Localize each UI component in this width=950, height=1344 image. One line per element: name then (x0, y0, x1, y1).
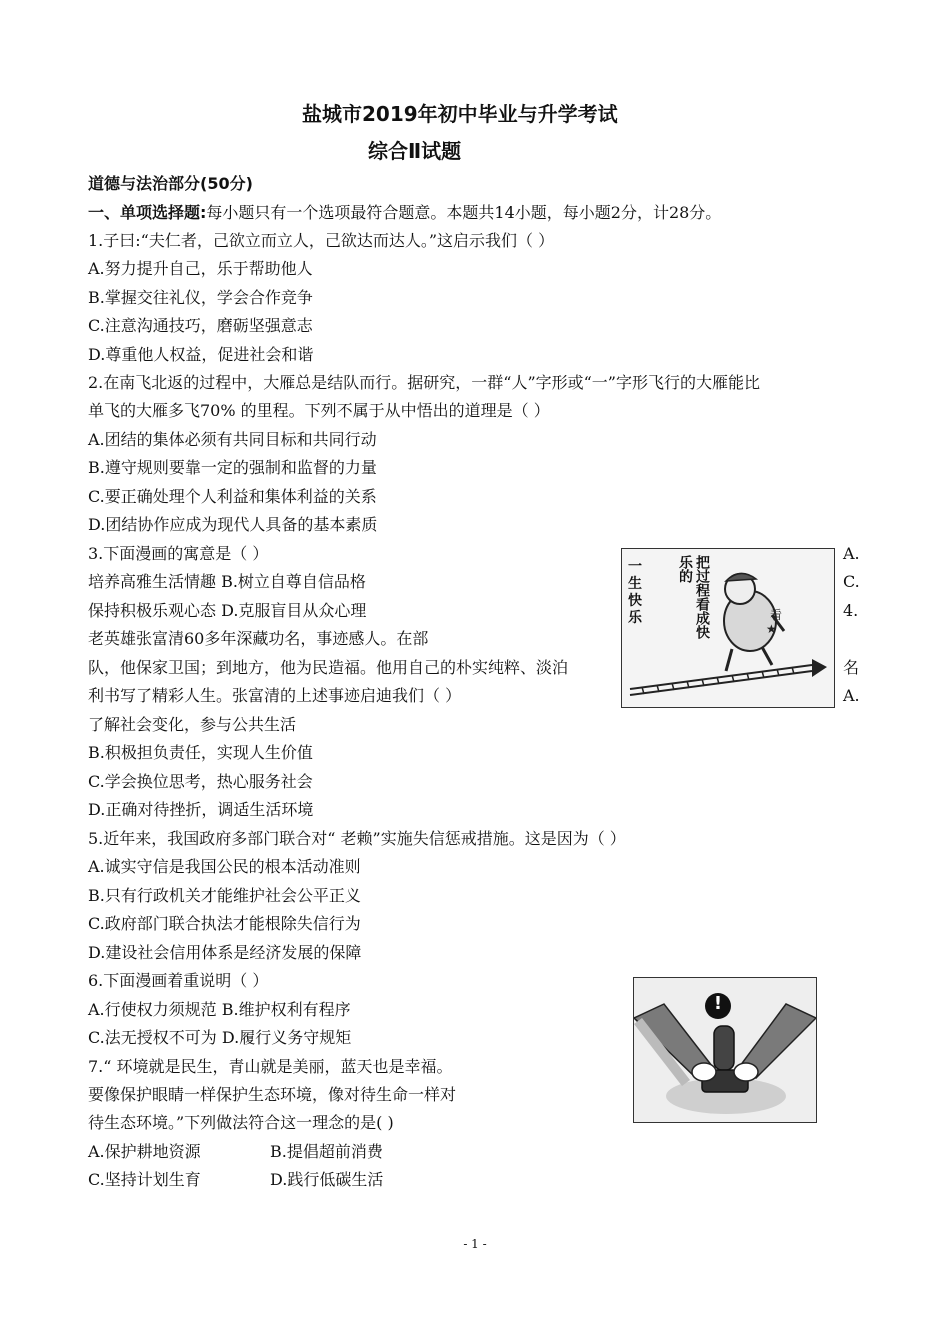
question-4-stem-char: 名 (843, 658, 860, 677)
question-2-option-b: B.遵守规则要靠一定的强制和监督的力量 (88, 458, 377, 477)
exam-subtitle: 综合Ⅱ试题 (368, 139, 462, 163)
question-7-option-d: D.践行低碳生活 (270, 1170, 384, 1189)
instruction-head: 一、单项选择题: (88, 203, 207, 222)
svg-text:★: ★ (766, 622, 777, 636)
question-4-stem-line1: 老英雄张富清60多年深藏功名，事迹感人。在部 (88, 629, 429, 648)
question-1-option-b: B.掌握交往礼仪，学会合作竞争 (88, 288, 313, 307)
cartoon-caption-right: 把过程看成快乐的 (677, 555, 710, 639)
question-2-stem-line2: 单飞的大雁多飞70% 的里程。下列不属于从中悟出的道理是（ ） (88, 401, 550, 420)
question-4-number: 4. (843, 601, 859, 620)
question-5-stem: 5.近年来，我国政府多部门联合对“ 老赖”实施失信惩戒措施。这是因为（ ） (88, 829, 626, 848)
question-7-stem-line2: 要像保护眼睛一样保护生态环境，像对待生命一样对 (88, 1085, 457, 1104)
question-7-option-c: C.坚持计划生育 (88, 1170, 201, 1189)
cartoon-small-text: 看 (770, 608, 783, 622)
question-3-options-line1: 培养高雅生活情趣 B.树立自尊自信品格 (88, 572, 366, 591)
question-7-stem-line3: 待生态环境。”下列做法符合这一理念的是( ) (88, 1113, 394, 1132)
question-6-options-ab: A.行使权力须规范 B.维护权利有程序 (88, 1000, 351, 1019)
exam-title: 盐城市2019年初中毕业与升学考试 (302, 102, 618, 126)
question-2-stem-line1: 2.在南飞北返的过程中，大雁总是结队而行。据研究，一群“人”字形或“一”字形飞行的大雁能比 (88, 373, 760, 392)
question-2-option-a: A.团结的集体必须有共同目标和共同行动 (88, 430, 377, 449)
question-7-stem-line1: 7.“ 环境就是民生，青山就是美丽，蓝天也是幸福。 (88, 1057, 453, 1076)
cartoon-happy-life (621, 548, 835, 708)
question-1-option-a: A.努力提升自己，乐于帮助他人 (88, 259, 313, 278)
question-4-option-a: 了解社会变化，参与公共生活 (88, 715, 297, 734)
question-6-stem: 6.下面漫画着重说明（ ） (88, 971, 269, 990)
instruction-body: 每小题只有一个选项最符合题意。本题共14小题，每小题2分，计28分。 (206, 203, 722, 222)
question-5-option-d: D.建设社会信用体系是经济发展的保障 (88, 943, 362, 962)
question-3-stem: 3.下面漫画的寓意是（ ） (88, 544, 269, 563)
question-3-option-c-label: C. (843, 572, 860, 591)
exclamation-icon: ! (713, 993, 723, 1014)
section-heading: 道德与法治部分(50分) (88, 174, 253, 193)
question-4-option-c: C.学会换位思考，热心服务社会 (88, 772, 313, 791)
cartoon-caption-left: 一生快乐 (628, 559, 642, 626)
question-4-stem-line3: 利书写了精彩人生。张富清的上述事迹启迪我们（ ） (88, 686, 462, 705)
cartoon-stamp-hands (633, 977, 817, 1123)
question-4-stem-line2: 队，他保家卫国；到地方，他为民造福。他用自己的朴实纯粹、淡泊 (88, 658, 569, 677)
question-2-option-d: D.团结协作应成为现代人具备的基本素质 (88, 515, 378, 534)
question-4-option-b: B.积极担负责任，实现人生价值 (88, 743, 313, 762)
question-3-options-line2: 保持积极乐观心态 D.克服盲目从众心理 (88, 601, 367, 620)
question-2-option-c: C.要正确处理个人利益和集体利益的关系 (88, 487, 377, 506)
question-7-option-b: B.提倡超前消费 (270, 1142, 383, 1161)
question-5-option-a: A.诚实守信是我国公民的根本活动准则 (88, 857, 361, 876)
question-1-option-c: C.注意沟通技巧，磨砺坚强意志 (88, 316, 313, 335)
question-6-options-cd: C.法无授权不可为 D.履行义务守规矩 (88, 1028, 352, 1047)
question-7-option-a: A.保护耕地资源 (88, 1142, 201, 1161)
question-5-option-c: C.政府部门联合执法才能根除失信行为 (88, 914, 361, 933)
question-5-option-b: B.只有行政机关才能维护社会公平正义 (88, 886, 361, 905)
question-1-stem: 1.子曰:“夫仁者，己欲立而立人，己欲达而达人。”这启示我们（ ） (88, 231, 555, 250)
section-instruction (88, 203, 721, 223)
question-4-option-d: D.正确对待挫折，调适生活环境 (88, 800, 314, 819)
question-1-option-d: D.尊重他人权益，促进社会和谐 (88, 345, 314, 364)
question-4-option-a-label: A. (843, 686, 860, 705)
page-number: - 1 - (463, 1237, 487, 1251)
question-3-option-a-label: A. (843, 544, 860, 563)
